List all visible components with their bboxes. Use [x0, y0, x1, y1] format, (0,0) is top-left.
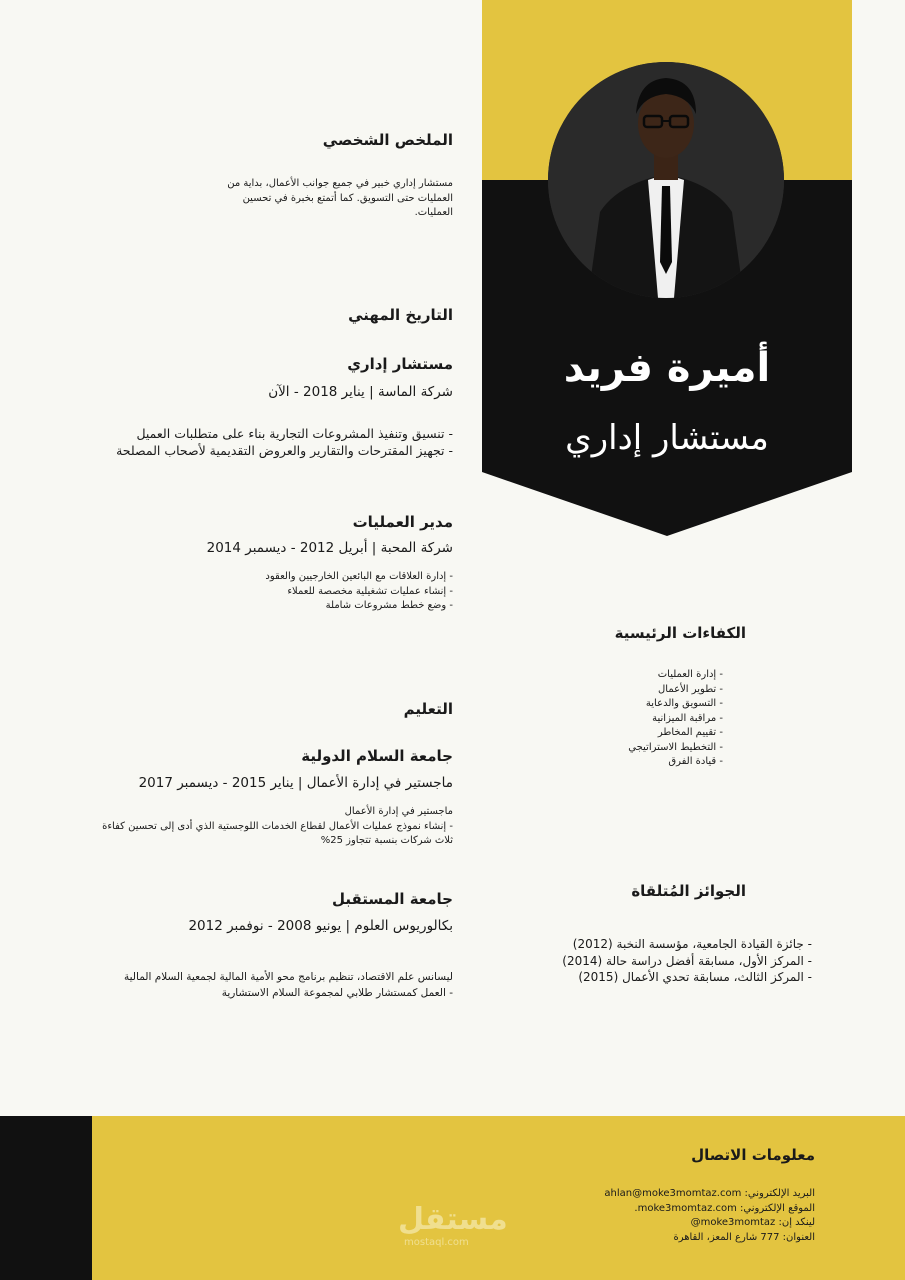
job-bullet: - تنسيق وتنفيذ المشروعات التجارية بناء على متطلبات العميل: [136, 426, 453, 441]
job-title: مستشار إداري: [347, 355, 453, 373]
job-bullets: [73, 425, 453, 459]
job-bullet: - تجهيز المقترحات والتقارير والعروض التقديمية لأصحاب المصلحة: [116, 443, 453, 458]
contact-linkedin: لينكد إن: moke3momtaz@: [690, 1217, 815, 1228]
watermark-url: mostaql.com: [404, 1237, 469, 1248]
summary-line: مستشار إداري خبير في جميع جوانب الأعمال، بداية من: [227, 178, 453, 189]
summary-line: العمليات حتى التسويق. كما أتمتع بخبرة في تحسين: [242, 192, 453, 204]
contact-address: العنوان: 777 شارع المعز، القاهرة: [673, 1231, 815, 1243]
skills-list: [560, 668, 723, 770]
candidate-name: أميرة فريد: [563, 345, 771, 391]
profile-photo: [548, 62, 784, 298]
candidate-title: مستشار إداري: [565, 418, 769, 458]
job-meta: شركة الماسة | يناير 2018 - الآن: [268, 384, 453, 400]
skills-heading: الكفاءات الرئيسية: [614, 624, 746, 642]
job-bullets: [153, 570, 453, 614]
footer-black-block: [0, 1116, 92, 1280]
summary-line: العمليات.: [414, 207, 453, 218]
education-heading: التعليم: [403, 700, 453, 718]
school-line: - إنشاء نموذج عمليات الأعمال لقطاع الخدمات اللوجستية الذي أدى إلى تحسين كفاءة: [102, 820, 453, 832]
awards-list: [540, 936, 812, 986]
career-heading: التاريخ المهني: [348, 306, 453, 324]
school-line: ثلاث شركات بنسبة تتجاوز 25%: [320, 835, 453, 846]
award-item: - المركز الأول، مسابقة أفضل دراسة حالة (2014): [562, 953, 812, 968]
school-line: ماجستير في إدارة الأعمال: [344, 806, 453, 817]
skill-item: - مراقبة الميزانية: [652, 712, 723, 724]
job-bullet: - وضع خطط مشروعات شاملة: [325, 600, 453, 611]
job-title: مدير العمليات: [352, 513, 453, 531]
skill-item: - تطوير الأعمال: [658, 683, 723, 695]
award-item: - المركز الثالث، مسابقة تحدي الأعمال (2015): [578, 970, 812, 984]
school-name: جامعة السلام الدولية: [301, 747, 453, 765]
awards-heading: الجوائز المُتلقاة: [631, 882, 746, 900]
skill-item: - التسويق والدعاية: [645, 698, 723, 709]
summary-text: [213, 177, 453, 221]
school-meta: ماجستير في إدارة الأعمال | يناير 2015 - ديسمبر 2017: [138, 775, 453, 791]
school-details: [83, 805, 453, 849]
contact-website: الموقع الإلكتروني: moke3momtaz.com.: [634, 1202, 815, 1214]
contact-heading: معلومات الاتصال: [691, 1146, 815, 1164]
school-details: [73, 969, 453, 1001]
skill-item: - التخطيط الاستراتيجي: [628, 741, 723, 753]
job-bullet: - إدارة العلاقات مع البائعين الخارجيين والعقود: [265, 571, 453, 582]
contact-details: [555, 1187, 815, 1245]
school-line: - العمل كمستشار طلابي لمجموعة السلام الاستشارية: [221, 987, 453, 999]
watermark-logo: مستقل: [398, 1202, 508, 1237]
job-bullet: - إنشاء عمليات تشغيلية مخصصة للعملاء: [287, 585, 453, 597]
award-item: - جائزة القيادة الجامعية، مؤسسة النخبة (2012): [572, 937, 812, 951]
job-meta: شركة المحبة | أبريل 2012 - ديسمبر 2014: [206, 540, 453, 556]
school-name: جامعة المستقبل: [331, 890, 453, 908]
skill-item: - إدارة العمليات: [657, 669, 723, 680]
summary-heading: الملخص الشخصي: [322, 131, 453, 149]
skill-item: - تقييم المخاطر: [657, 727, 723, 738]
school-line: ليسانس علم الاقتصاد، تنظيم برنامج محو الأمية المالية لجمعية السلام المالية: [124, 971, 453, 983]
contact-email: البريد الإلكتروني: ahlan@moke3momtaz.com: [604, 1188, 815, 1199]
skill-item: - قيادة الفرق: [668, 756, 723, 767]
school-meta: بكالوريوس العلوم | يونيو 2008 - نوفمبر 2012: [188, 918, 453, 934]
